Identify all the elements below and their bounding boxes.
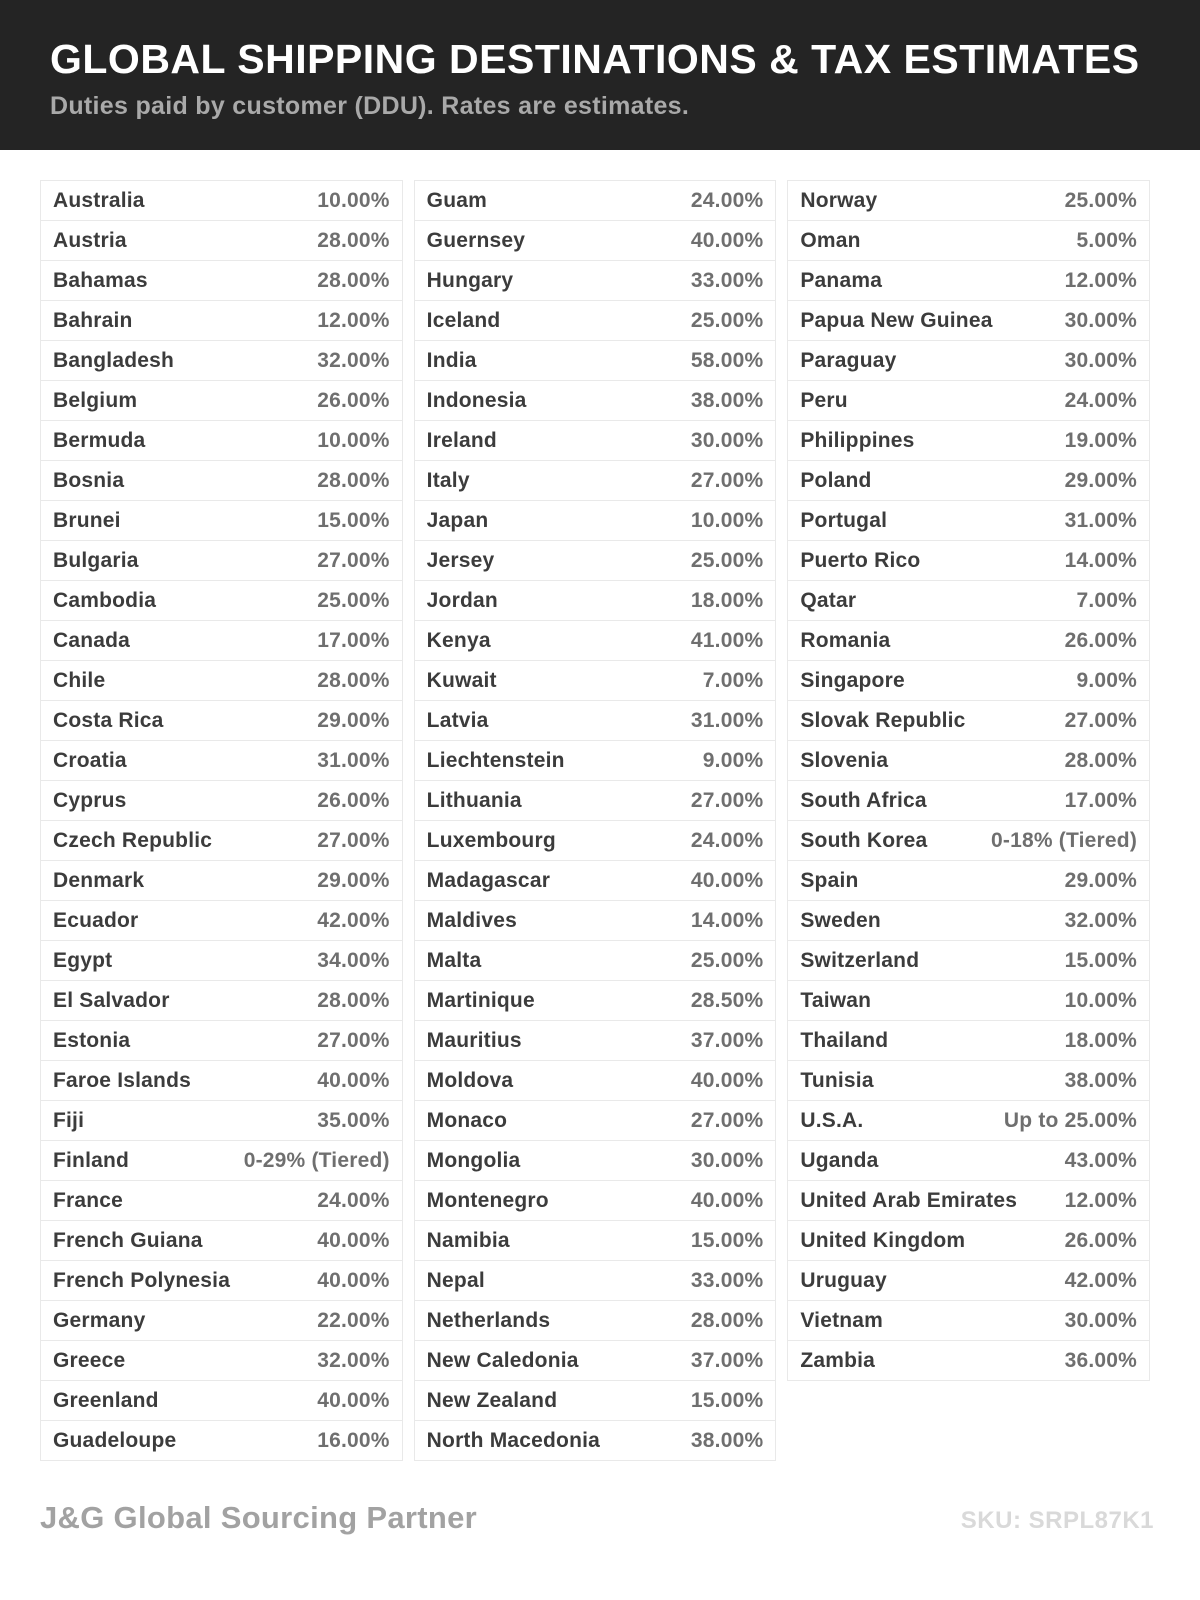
tax-rate: 31.00% <box>690 708 764 732</box>
table-row <box>40 621 403 661</box>
country-name: Namibia <box>426 1228 510 1252</box>
country-name: Luxembourg <box>426 828 556 852</box>
table-row <box>787 861 1150 901</box>
tax-rate: 40.00% <box>317 1068 390 1092</box>
table-row <box>40 1381 403 1421</box>
country-name: United Arab Emirates <box>800 1188 1018 1212</box>
table-row <box>787 821 1150 861</box>
tax-rate: 29.00% <box>1064 868 1138 892</box>
country-name: United Kingdom <box>800 1228 966 1252</box>
tax-rate: 37.00% <box>690 1348 764 1372</box>
rates-grid <box>40 180 1150 1461</box>
table-row <box>40 1301 403 1341</box>
table-row <box>40 1021 403 1061</box>
country-name: Egypt <box>53 948 113 972</box>
tax-rate: 38.00% <box>1064 1068 1138 1092</box>
tax-rate: 5.00% <box>1076 228 1138 252</box>
table-row <box>40 461 403 501</box>
tax-rate: 26.00% <box>317 388 390 412</box>
country-name: Chile <box>53 668 106 692</box>
tax-rate: 10.00% <box>1064 988 1138 1012</box>
table-row <box>40 541 403 581</box>
tax-rate: 28.00% <box>317 468 390 492</box>
rate-column <box>40 180 403 1461</box>
table-row <box>40 581 403 621</box>
table-row <box>787 381 1150 421</box>
tax-rate: 31.00% <box>317 748 390 772</box>
tax-rate: 27.00% <box>1064 708 1138 732</box>
country-name: South Africa <box>800 788 927 812</box>
tax-rate: 37.00% <box>690 1028 764 1052</box>
country-name: U.S.A. <box>800 1108 864 1132</box>
tax-rate: 27.00% <box>690 468 764 492</box>
country-name: Kuwait <box>426 668 497 692</box>
table-row <box>414 301 777 341</box>
tax-rate: 10.00% <box>317 188 390 212</box>
sku-label: SKU: SRPL87K1 <box>960 1507 1154 1534</box>
tax-rate: 14.00% <box>1064 548 1138 572</box>
tax-rate: 40.00% <box>690 228 764 252</box>
tax-rate: 22.00% <box>317 1308 390 1332</box>
country-name: Uruguay <box>800 1268 887 1292</box>
country-name: Norway <box>800 188 878 212</box>
table-row <box>414 821 777 861</box>
country-name: Romania <box>800 628 891 652</box>
country-name: North Macedonia <box>426 1428 601 1452</box>
table-row <box>414 981 777 1021</box>
tax-rate: 42.00% <box>317 908 390 932</box>
tax-rate: 15.00% <box>690 1228 764 1252</box>
tax-rate: 29.00% <box>1064 468 1138 492</box>
tax-rate: 25.00% <box>690 308 764 332</box>
tax-rate: 27.00% <box>690 788 764 812</box>
tax-rate: 17.00% <box>1064 788 1138 812</box>
table-row <box>414 541 777 581</box>
table-row <box>414 661 777 701</box>
country-name: Martinique <box>426 988 535 1012</box>
table-row <box>414 901 777 941</box>
tax-rate: Up to 25.00% <box>1003 1108 1138 1132</box>
country-name: Mauritius <box>426 1028 522 1052</box>
tax-rate: 29.00% <box>317 708 390 732</box>
tax-rate: 40.00% <box>317 1388 390 1412</box>
country-name: Estonia <box>53 1028 131 1052</box>
tax-rate: 26.00% <box>317 788 390 812</box>
country-name: Bosnia <box>53 468 125 492</box>
country-name: Netherlands <box>426 1308 551 1332</box>
table-row <box>40 741 403 781</box>
tax-rate: 36.00% <box>1064 1348 1138 1372</box>
tax-rate: 15.00% <box>1064 948 1138 972</box>
table-row <box>787 941 1150 981</box>
country-name: Croatia <box>53 748 127 772</box>
tax-rate: 27.00% <box>317 548 390 572</box>
country-name: Czech Republic <box>53 828 213 852</box>
tax-rate: 12.00% <box>1064 1188 1138 1212</box>
table-row <box>40 901 403 941</box>
country-name: Montenegro <box>426 1188 549 1212</box>
table-row <box>40 1061 403 1101</box>
table-row <box>40 181 403 221</box>
country-name: Bulgaria <box>53 548 139 572</box>
rate-column <box>414 180 777 1461</box>
tax-rate: 26.00% <box>1064 1228 1138 1252</box>
country-name: Finland <box>53 1148 130 1172</box>
table-row <box>414 1141 777 1181</box>
tax-rate: 30.00% <box>1064 308 1138 332</box>
page-title: GLOBAL SHIPPING DESTINATIONS & TAX ESTIMATES <box>50 36 1140 82</box>
table-row <box>414 461 777 501</box>
country-name: Hungary <box>426 268 514 292</box>
table-row <box>787 621 1150 661</box>
tax-rate: 7.00% <box>1076 588 1138 612</box>
table-row <box>40 501 403 541</box>
tax-rate: 40.00% <box>690 868 764 892</box>
tax-rate: 32.00% <box>1064 908 1138 932</box>
tax-rate: 30.00% <box>690 1148 764 1172</box>
rate-column <box>787 180 1150 1381</box>
country-name: Canada <box>53 628 131 652</box>
tax-rate: 15.00% <box>317 508 390 532</box>
table-row <box>787 1101 1150 1141</box>
table-row <box>40 781 403 821</box>
table-row <box>787 461 1150 501</box>
country-name: Maldives <box>426 908 517 932</box>
country-name: New Caledonia <box>426 1348 579 1372</box>
table-row <box>787 341 1150 381</box>
table-row <box>414 501 777 541</box>
country-name: Kenya <box>426 628 491 652</box>
table-row <box>787 981 1150 1021</box>
country-name: Fiji <box>53 1108 85 1132</box>
country-name: Jersey <box>426 548 495 572</box>
tax-rate: 28.50% <box>690 988 764 1012</box>
table-row <box>787 421 1150 461</box>
country-name: Portugal <box>800 508 888 532</box>
table-row <box>787 301 1150 341</box>
country-name: Slovenia <box>800 748 889 772</box>
tax-rate: 38.00% <box>690 1428 764 1452</box>
country-name: Italy <box>426 468 470 492</box>
country-name: Monaco <box>426 1108 508 1132</box>
country-name: Panama <box>800 268 883 292</box>
table-row <box>787 1181 1150 1221</box>
tax-rate: 7.00% <box>702 668 764 692</box>
page-header <box>0 0 1200 150</box>
page-footer <box>40 1500 1154 1536</box>
table-row <box>414 221 777 261</box>
table-row <box>40 861 403 901</box>
tax-rate: 43.00% <box>1064 1148 1138 1172</box>
country-name: Nepal <box>426 1268 485 1292</box>
tax-rate: 15.00% <box>690 1388 764 1412</box>
tax-rate: 24.00% <box>690 188 764 212</box>
country-name: Guam <box>426 188 487 212</box>
table-row <box>40 941 403 981</box>
tax-rate: 33.00% <box>690 1268 764 1292</box>
table-row <box>787 261 1150 301</box>
country-name: Denmark <box>53 868 145 892</box>
tax-rate: 28.00% <box>317 268 390 292</box>
tax-rate: 38.00% <box>690 388 764 412</box>
tax-rate: 25.00% <box>690 948 764 972</box>
tax-rate: 40.00% <box>690 1068 764 1092</box>
tax-rate: 25.00% <box>690 548 764 572</box>
table-row <box>414 781 777 821</box>
country-name: Papua New Guinea <box>800 308 993 332</box>
table-row <box>40 1421 403 1461</box>
tax-rate: 31.00% <box>1064 508 1138 532</box>
table-row <box>787 781 1150 821</box>
tax-rate: 41.00% <box>690 628 764 652</box>
table-row <box>414 621 777 661</box>
table-row <box>40 981 403 1021</box>
table-row <box>414 1101 777 1141</box>
tax-rate: 24.00% <box>690 828 764 852</box>
country-name: France <box>53 1188 124 1212</box>
country-name: Tunisia <box>800 1068 874 1092</box>
tax-rate: 12.00% <box>1064 268 1138 292</box>
tax-rate: 28.00% <box>1064 748 1138 772</box>
table-row <box>414 1061 777 1101</box>
table-row <box>414 1301 777 1341</box>
tax-rate: 34.00% <box>317 948 390 972</box>
country-name: Moldova <box>426 1068 514 1092</box>
table-row <box>40 381 403 421</box>
country-name: Ecuador <box>53 908 139 932</box>
tax-rate: 28.00% <box>317 668 390 692</box>
table-row <box>787 581 1150 621</box>
table-row <box>40 701 403 741</box>
table-row <box>40 821 403 861</box>
country-name: Thailand <box>800 1028 889 1052</box>
tax-rate: 40.00% <box>690 1188 764 1212</box>
country-name: French Polynesia <box>53 1268 231 1292</box>
tax-rate: 30.00% <box>1064 348 1138 372</box>
table-row <box>414 741 777 781</box>
tax-rate: 18.00% <box>1064 1028 1138 1052</box>
country-name: Belgium <box>53 388 138 412</box>
tax-rate: 0-18% (Tiered) <box>991 828 1138 852</box>
table-row <box>414 341 777 381</box>
table-row <box>414 181 777 221</box>
tax-rate: 16.00% <box>317 1428 390 1452</box>
tax-rate: 42.00% <box>1064 1268 1138 1292</box>
table-row <box>414 1021 777 1061</box>
tax-rate: 10.00% <box>317 428 390 452</box>
country-name: Ireland <box>426 428 497 452</box>
country-name: Latvia <box>426 708 489 732</box>
table-row <box>414 581 777 621</box>
tax-rate: 25.00% <box>1064 188 1138 212</box>
table-row <box>40 421 403 461</box>
country-name: Vietnam <box>800 1308 884 1332</box>
brand-name: J&G Global Sourcing Partner <box>40 1500 478 1535</box>
tax-rate: 27.00% <box>317 1028 390 1052</box>
country-name: Australia <box>53 188 145 212</box>
country-name: Guernsey <box>426 228 526 252</box>
country-name: Brunei <box>53 508 121 532</box>
table-row <box>40 1261 403 1301</box>
country-name: Puerto Rico <box>800 548 921 572</box>
country-name: Slovak Republic <box>800 708 966 732</box>
table-row <box>414 941 777 981</box>
tax-rate: 33.00% <box>690 268 764 292</box>
tax-rate: 9.00% <box>1076 668 1138 692</box>
table-row <box>414 1421 777 1461</box>
tax-rate: 28.00% <box>690 1308 764 1332</box>
table-row <box>40 661 403 701</box>
country-name: Uganda <box>800 1148 879 1172</box>
country-name: Peru <box>800 388 848 412</box>
table-row <box>787 1141 1150 1181</box>
country-name: South Korea <box>800 828 928 852</box>
table-row <box>787 741 1150 781</box>
table-row <box>414 261 777 301</box>
table-row <box>787 221 1150 261</box>
country-name: Germany <box>53 1308 146 1332</box>
table-row <box>414 421 777 461</box>
table-row <box>40 221 403 261</box>
country-name: Paraguay <box>800 348 897 372</box>
country-name: Spain <box>800 868 859 892</box>
table-row <box>414 701 777 741</box>
country-name: Liechtenstein <box>426 748 565 772</box>
country-name: Qatar <box>800 588 857 612</box>
country-name: Cambodia <box>53 588 157 612</box>
country-name: French Guiana <box>53 1228 203 1252</box>
table-row <box>787 1261 1150 1301</box>
tax-rate: 10.00% <box>690 508 764 532</box>
tax-rate: 29.00% <box>317 868 390 892</box>
table-row <box>414 861 777 901</box>
country-name: Singapore <box>800 668 905 692</box>
tax-rate: 32.00% <box>317 348 390 372</box>
table-row <box>787 661 1150 701</box>
country-name: Sweden <box>800 908 881 932</box>
table-row <box>414 1181 777 1221</box>
tax-rate: 27.00% <box>317 828 390 852</box>
table-row <box>787 1301 1150 1341</box>
country-name: Switzerland <box>800 948 920 972</box>
table-row <box>40 1181 403 1221</box>
country-name: Costa Rica <box>53 708 164 732</box>
table-row <box>414 1261 777 1301</box>
tax-rate: 32.00% <box>317 1348 390 1372</box>
country-name: Mongolia <box>426 1148 521 1172</box>
table-row <box>787 901 1150 941</box>
table-row <box>40 1341 403 1381</box>
country-name: Poland <box>800 468 872 492</box>
country-name: Philippines <box>800 428 915 452</box>
tax-rate: 12.00% <box>317 308 390 332</box>
tax-rate: 18.00% <box>690 588 764 612</box>
country-name: Bangladesh <box>53 348 175 372</box>
country-name: Bermuda <box>53 428 146 452</box>
table-row <box>414 1381 777 1421</box>
table-row <box>40 261 403 301</box>
country-name: Greenland <box>53 1388 159 1412</box>
table-row <box>787 1021 1150 1061</box>
country-name: Guadeloupe <box>53 1428 177 1452</box>
tax-rate: 26.00% <box>1064 628 1138 652</box>
tax-rate: 40.00% <box>317 1268 390 1292</box>
country-name: India <box>426 348 477 372</box>
country-name: Jordan <box>426 588 498 612</box>
country-name: Indonesia <box>426 388 527 412</box>
table-row <box>414 381 777 421</box>
table-row <box>787 1221 1150 1261</box>
table-row <box>40 301 403 341</box>
tax-rate: 28.00% <box>317 988 390 1012</box>
country-name: Oman <box>800 228 861 252</box>
country-name: Greece <box>53 1348 126 1372</box>
country-name: Bahrain <box>53 308 133 332</box>
tax-rate: 27.00% <box>690 1108 764 1132</box>
table-row <box>787 181 1150 221</box>
table-row <box>787 501 1150 541</box>
country-name: El Salvador <box>53 988 170 1012</box>
country-name: Madagascar <box>426 868 551 892</box>
tax-rate: 30.00% <box>690 428 764 452</box>
table-row <box>40 341 403 381</box>
country-name: Austria <box>53 228 127 252</box>
country-name: Iceland <box>426 308 501 332</box>
table-row <box>787 541 1150 581</box>
tax-rate: 9.00% <box>702 748 764 772</box>
table-row <box>414 1221 777 1261</box>
tax-rate: 30.00% <box>1064 1308 1138 1332</box>
country-name: Japan <box>426 508 489 532</box>
tax-rate: 25.00% <box>317 588 390 612</box>
country-name: Zambia <box>800 1348 876 1372</box>
table-row <box>40 1221 403 1261</box>
tax-rate: 24.00% <box>1064 388 1138 412</box>
table-row <box>787 1061 1150 1101</box>
country-name: New Zealand <box>426 1388 558 1412</box>
table-row <box>414 1341 777 1381</box>
country-name: Cyprus <box>53 788 127 812</box>
tax-rate: 35.00% <box>317 1108 390 1132</box>
tax-rate: 14.00% <box>690 908 764 932</box>
tax-rate: 58.00% <box>690 348 764 372</box>
table-row <box>40 1101 403 1141</box>
table-row <box>787 1341 1150 1381</box>
tax-rate: 0-29% (Tiered) <box>243 1148 390 1172</box>
tax-rate: 28.00% <box>317 228 390 252</box>
country-name: Taiwan <box>800 988 872 1012</box>
country-name: Bahamas <box>53 268 148 292</box>
country-name: Lithuania <box>426 788 522 812</box>
tax-rate: 19.00% <box>1064 428 1138 452</box>
country-name: Malta <box>426 948 482 972</box>
page-subtitle: Duties paid by customer (DDU). Rates are estimates. <box>50 92 690 120</box>
tax-rate: 17.00% <box>317 628 390 652</box>
tax-rate: 40.00% <box>317 1228 390 1252</box>
tax-rate: 24.00% <box>317 1188 390 1212</box>
country-name: Faroe Islands <box>53 1068 191 1092</box>
table-row <box>40 1141 403 1181</box>
table-row <box>787 701 1150 741</box>
